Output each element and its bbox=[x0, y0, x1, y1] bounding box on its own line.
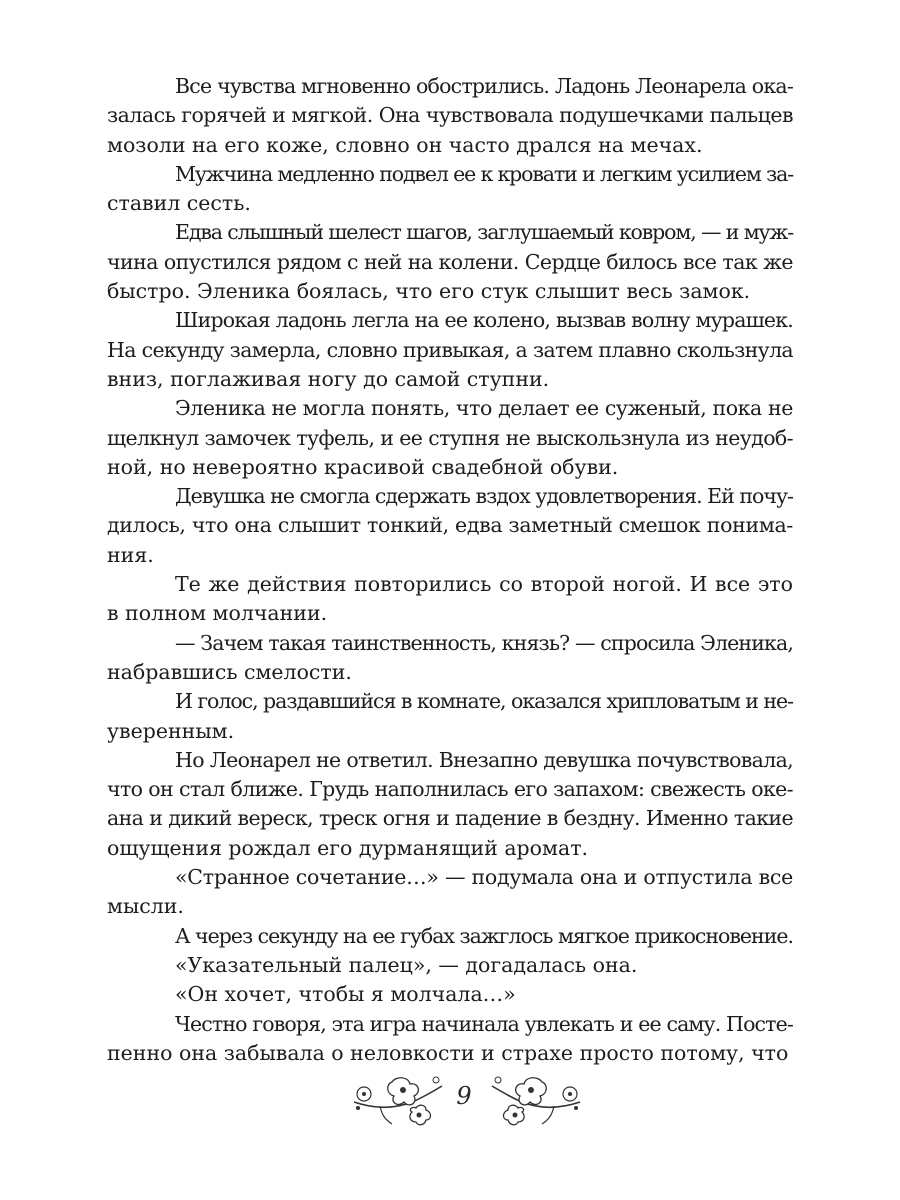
text-line: А через секунду на ее губах зажглось мягкое прикосновение. bbox=[175, 923, 793, 948]
paragraph bbox=[107, 980, 793, 1009]
text-line: ния. bbox=[107, 542, 154, 567]
paragraph bbox=[107, 72, 793, 160]
text-line: Едва слышный шелест шагов, заглушаемый ковром, — и муж- bbox=[175, 220, 793, 245]
text-line: ставил сесть. bbox=[107, 191, 251, 216]
paragraph bbox=[107, 570, 793, 629]
text-line: Эленика не могла понять, что делает ее суженый, пока не bbox=[175, 396, 793, 421]
floral-ornament-right-icon bbox=[490, 1072, 582, 1128]
paragraph bbox=[107, 1010, 793, 1069]
text-line: вниз, поглаживая ногу до самой ступни. bbox=[107, 366, 550, 391]
text-line: щелкнул замочек туфель, и ее ступня не выскользнула из неудоб- bbox=[107, 425, 793, 450]
text-line: ной, но невероятно красивой свадебной обуви. bbox=[107, 454, 619, 479]
paragraph bbox=[107, 922, 793, 951]
text-line: ана и дикий вереск, треск огня и падение в бездну. Именно такие bbox=[107, 806, 793, 831]
paragraph bbox=[107, 746, 793, 863]
text-line: Но Леонарел не ответил. Внезапно девушка почувствовала, bbox=[175, 747, 793, 772]
text-line: пенно она забывала о неловкости и страхе просто потому, что bbox=[107, 1040, 789, 1065]
text-line: «Он хочет, чтобы я молчала…» bbox=[175, 982, 516, 1007]
body-text bbox=[107, 72, 793, 1068]
text-line: мозоли на его коже, словно он часто дрался на мечах. bbox=[107, 132, 703, 157]
text-line: Честно говоря, эта игра начинала увлекать и ее саму. Посте- bbox=[175, 1011, 794, 1036]
text-line: дилось, что она слышит тонкий, едва заметный смешок понима- bbox=[107, 513, 793, 538]
text-line: — Зачем такая таинственность, князь? — спросила Эленика, bbox=[175, 630, 793, 655]
paragraph bbox=[107, 863, 793, 922]
page-footer bbox=[0, 1068, 900, 1138]
paragraph bbox=[107, 306, 793, 394]
floral-ornament-left-icon bbox=[352, 1072, 444, 1128]
text-line: «Странное сочетание…» — подумала она и отпустила все bbox=[175, 865, 793, 890]
paragraph bbox=[107, 218, 793, 306]
text-line: Девушка не смогла сдержать вздох удовлетворения. Ей почу- bbox=[175, 484, 793, 509]
paragraph bbox=[107, 160, 793, 219]
text-line: что он стал ближе. Грудь наполнилась его запахом: свежесть оке- bbox=[107, 777, 793, 802]
paragraph bbox=[107, 951, 793, 980]
text-line: Все чувства мгновенно обострились. Ладонь Леонарела ока- bbox=[175, 74, 793, 98]
text-line: в полном молчании. bbox=[107, 601, 328, 626]
paragraph bbox=[107, 482, 793, 570]
text-line: уверенным. bbox=[107, 718, 235, 743]
text-line: быстро. Эленика боялась, что его стук слышит весь замок. bbox=[107, 279, 751, 304]
text-line: чина опустился рядом с ней на колени. Сердце билось все так же bbox=[107, 249, 793, 274]
text-line: ощущения рождал его дурманящий аромат. bbox=[107, 835, 589, 860]
paragraph bbox=[107, 394, 793, 482]
text-line: Мужчина медленно подвел ее к кровати и легким усилием за- bbox=[175, 161, 794, 186]
text-line: На секунду замерла, словно привыкая, а затем плавно скользнула bbox=[107, 337, 793, 362]
paragraph bbox=[107, 629, 793, 688]
text-line: залась горячей и мягкой. Она чувствовала подушечками пальцев bbox=[107, 103, 793, 128]
text-line: набравшись смелости. bbox=[107, 659, 352, 684]
text-line: Те же действия повторились со второй ногой. И все это bbox=[175, 572, 793, 597]
paragraph bbox=[107, 687, 793, 746]
text-line: «Указательный палец», — догадалась она. bbox=[175, 952, 638, 977]
text-line: мысли. bbox=[107, 894, 184, 919]
text-line: И голос, раздавшийся в комнате, оказался хрипловатым и не- bbox=[175, 689, 793, 714]
text-line: Широкая ладонь легла на ее колено, вызвав волну мурашек. bbox=[175, 308, 793, 333]
page-number: 9 bbox=[456, 1082, 472, 1110]
